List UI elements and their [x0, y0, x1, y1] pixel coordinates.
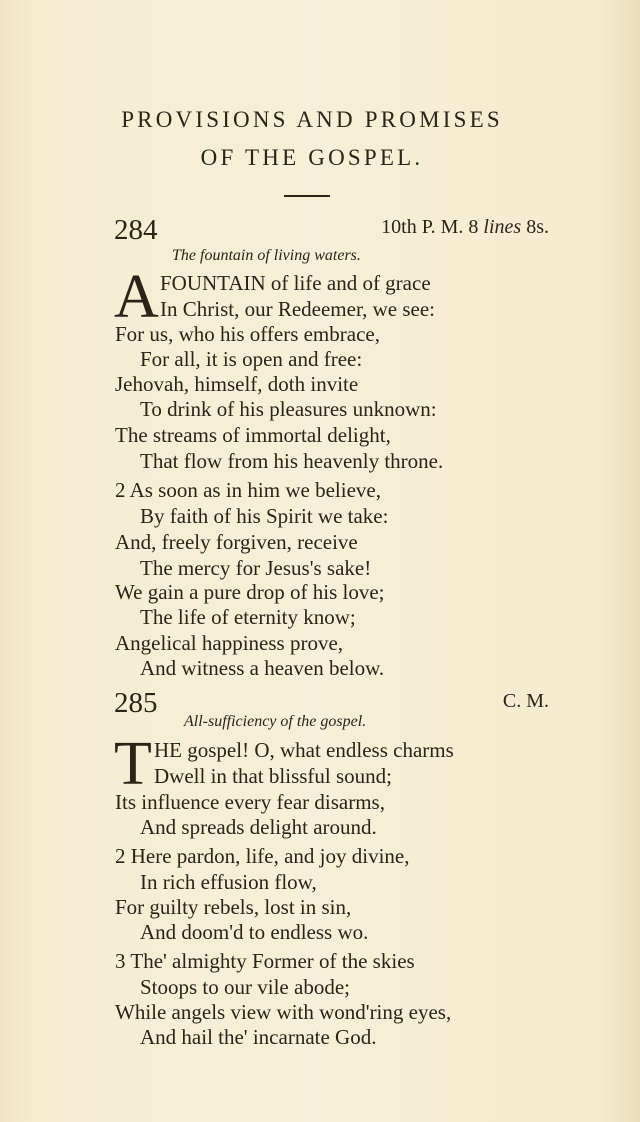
verse-line: We gain a pure drop of his love;: [115, 580, 385, 604]
verse-line: That flow from his heavenly throne.: [140, 449, 444, 473]
verse-line: By faith of his Spirit we take:: [140, 504, 389, 528]
verse-line: The mercy for Jesus's sake!: [140, 556, 372, 580]
hymn-285-drop-cap: T: [114, 730, 152, 798]
hymn-number-285: 285: [114, 687, 158, 719]
verse-line: Dwell in that blissful sound;: [154, 764, 392, 788]
verse-line: Stoops to our vile abode;: [140, 975, 350, 999]
verse-line: For guilty rebels, lost in sin,: [115, 895, 352, 919]
meter-suffix: 8s.: [526, 216, 549, 238]
verse-line: Its influence every fear disarms,: [115, 790, 385, 814]
verse-line: While angels view with wond'ring eyes,: [115, 1000, 452, 1024]
verse-line: In rich effusion flow,: [140, 870, 317, 894]
verse-line: The streams of immortal delight,: [115, 423, 391, 447]
verse-line: For all, it is open and free:: [140, 347, 363, 371]
verse-line: In Christ, our Redeemer, we see:: [160, 297, 435, 321]
verse-line: For us, who his offers embrace,: [115, 322, 380, 346]
verse-line: HE gospel! O, what endless charms: [154, 738, 454, 762]
verse-line: FOUNTAIN of life and of grace: [160, 271, 431, 295]
hymn-number-284: 284: [114, 214, 158, 246]
verse-line: And spreads delight around.: [140, 815, 377, 839]
verse-line: And, freely forgiven, receive: [115, 530, 358, 554]
verse-line: Angelical happiness prove,: [115, 631, 344, 655]
section-title-line-1: PROVISIONS AND PROMISES: [121, 107, 503, 132]
verse-line: The life of eternity know;: [140, 605, 356, 629]
verse-line: And hail the' incarnate God.: [140, 1025, 377, 1049]
hymn-285-meter: C. M.: [502, 690, 549, 712]
verse-line: 2 As soon as in him we believe,: [115, 478, 381, 502]
hymn-284-subtitle: The fountain of living waters.: [172, 247, 361, 264]
verse-line: 3 The' almighty Former of the skies: [115, 949, 415, 973]
verse-line: To drink of his pleasures unknown:: [140, 397, 437, 421]
hymn-285-subtitle: All-sufficiency of the gospel.: [184, 713, 367, 730]
section-title-line-2: OF THE GOSPEL.: [200, 145, 424, 170]
hymn-284-meter: [381, 214, 549, 240]
hymn-284-drop-cap: A: [114, 263, 159, 331]
meter-prefix: 10th P. M. 8: [381, 216, 479, 238]
verse-line: And witness a heaven below.: [140, 656, 385, 680]
meter-italic: lines: [483, 216, 522, 238]
verse-line: Jehovah, himself, doth invite: [115, 372, 359, 396]
verse-line: 2 Here pardon, life, and joy divine,: [115, 844, 410, 868]
title-divider: [284, 195, 330, 197]
verse-line: And doom'd to endless wo.: [140, 920, 369, 944]
